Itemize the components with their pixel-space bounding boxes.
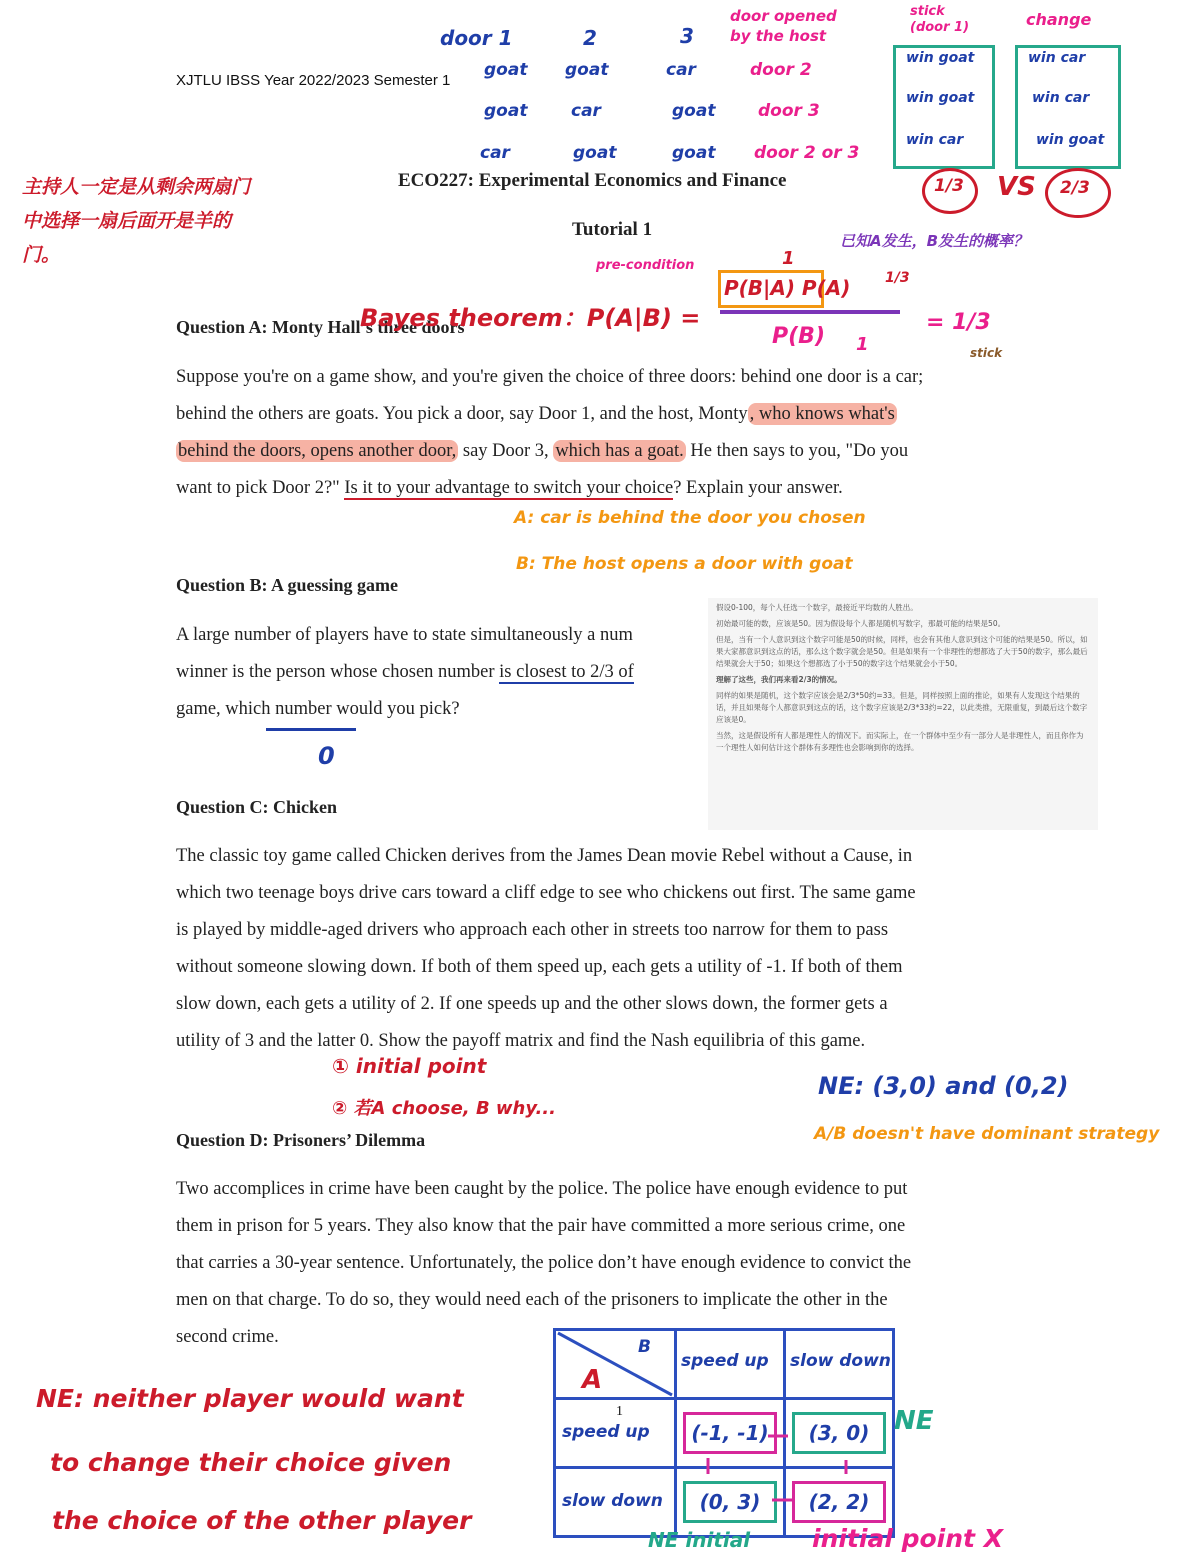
- monty-cell: goat: [565, 60, 609, 80]
- question-a-text: [176, 359, 1076, 507]
- stick-outcome: win car: [906, 132, 964, 148]
- screenshot-paragraph: 理解了这些，我们再来看2/3的情况。: [716, 675, 842, 684]
- change-outcome: win car: [1032, 90, 1090, 106]
- stick-note: stick: [970, 346, 1003, 360]
- pasted-screenshot: [708, 598, 1098, 830]
- question-d-line: second crime.: [176, 1327, 279, 1347]
- event-b-note: B: The host opens a door with goat: [516, 554, 853, 574]
- highlight: , who knows what's: [749, 404, 895, 424]
- question-c-line: which two teenage boys drive cars toward a cliff edge to see who chickens out first. The same game: [176, 883, 916, 903]
- door3-label: 3: [680, 24, 694, 48]
- bayes-one-top: 1: [782, 248, 795, 269]
- initial-point-label: initial point X: [812, 1524, 1003, 1553]
- door-opened-label: door opened by the host: [730, 7, 837, 45]
- question-c-text: [176, 838, 1076, 1060]
- question-a-line: [176, 396, 1076, 433]
- highlight: behind the doors, opens another door,: [178, 441, 457, 461]
- monty-cell: goat: [672, 101, 716, 121]
- question-b-heading: Question B: A guessing game: [176, 575, 399, 595]
- bayes-result: = 1/3: [926, 310, 991, 335]
- question-a-line: [176, 433, 1076, 470]
- ne-definition: NE: neither player would want: [36, 1384, 464, 1413]
- monty-cell: goat: [484, 60, 528, 80]
- door1-label: door 1: [440, 26, 513, 50]
- highlight: which has a goat.: [555, 441, 684, 461]
- chicken-note-2: ② 若A choose, B why...: [332, 1098, 556, 1119]
- stick-head: stick (door 1): [910, 4, 970, 35]
- text-run: ? Explain your answer.: [673, 478, 843, 498]
- question-d-line: Two accomplices in crime have been caught by the police. The police have enough evidence to put: [176, 1179, 908, 1199]
- row-header-label: speed up: [562, 1422, 650, 1442]
- question-d-line: that carries a 30-year sentence. Unfortunately, the police don’t have enough evidence to convict the: [176, 1253, 912, 1273]
- tutorial-title: Tutorial 1: [572, 219, 653, 240]
- row-header-label: slow down: [562, 1491, 663, 1511]
- column-header-label: slow down: [790, 1351, 891, 1371]
- question-a-line: [176, 470, 1076, 507]
- change-outcome: win goat: [1036, 132, 1105, 148]
- stick-prob: 1/3: [934, 176, 964, 196]
- text-run: winner is the person whose chosen number: [176, 662, 500, 682]
- question-c-line: The classic toy game called Chicken derives from the James Dean movie Rebel without a Cause, in: [176, 846, 913, 866]
- text-run: want to pick Door 2?": [176, 478, 345, 498]
- screenshot-paragraph: 同样的如果是随机，这个数字应该会是2/3*50约=33。但是，同样按照上面的推论，如果有人发现这个结果的话，并且如果每个人都意识到这点的话，这个数字应该是2/3*33约=22，以此类推，无限重复，到最后这个数字应该是0。: [716, 691, 1088, 724]
- question-a-line: Suppose you're on a game show, and you're given the choice of three doors: behind one door is a car;: [176, 367, 924, 387]
- monty-cell: door 2 or 3: [754, 143, 860, 163]
- monty-cell: car: [571, 101, 601, 121]
- monty-cell: car: [480, 143, 510, 163]
- best-response-arrows: [660, 1380, 850, 1520]
- chinese-note-right: 已知A发生，B发生的概率？: [840, 232, 1029, 250]
- red-underline: Is it to your advantage to switch your choice: [344, 478, 674, 498]
- question-d-line: them in prison for 5 years. They also know that the pair have committed a more serious crime, one: [176, 1216, 906, 1236]
- question-c-line: utility of 3 and the latter 0. Show the payoff matrix and find the Nash equilibria of this game.: [176, 1031, 866, 1051]
- ne-definition: to change their choice given: [50, 1448, 452, 1477]
- blue-underline: is closest to 2/3 of: [499, 662, 634, 682]
- door2-label: 2: [583, 26, 597, 50]
- screenshot-paragraph: 但是，当有一个人意识到这个数字可能是50的时候，同样，也会有其他人意识到这个可能的结果是50。所以，如果大家都意识到这点的话，那么这个数字就会是50。但是如果有一个非理性的想都选了大于50的数字，那么最后结果就会大于50；如果这个想都选了小于50的数字这个结果就会小于50。: [716, 635, 1088, 668]
- question-c-line: slow down, each gets a utility of 2. If one speeds up and the other slows down, the former gets a: [176, 994, 888, 1014]
- change-head: change: [1026, 10, 1092, 29]
- monty-cell: goat: [484, 101, 528, 121]
- matrix-corner: [555, 1330, 676, 1399]
- player-b-label: B: [638, 1337, 651, 1357]
- question-b-line: A large number of players have to state simultaneously a num: [176, 625, 633, 645]
- text-run: behind the others are goats. You pick a door, say Door 1, and the host, Monty: [176, 404, 748, 424]
- screenshot-paragraph: 当然，这是假设所有人都是理性人的情况下。而实际上，在一个群体中至少有一部分人是非理性人，而且你作为一个理性人如何估计这个群体有多理性也会影响到你的选择。: [716, 731, 1084, 752]
- screenshot-paragraph: 假设0-100，每个人任选一个数字，最接近平均数的人胜出。: [716, 603, 918, 612]
- fraction-bar: [720, 310, 900, 314]
- payoff-value: (3, 0): [792, 1412, 886, 1454]
- text-run: say Door 3,: [458, 441, 554, 461]
- no-dominant-note: A/B doesn't have dominant strategy: [814, 1124, 1160, 1144]
- bayes-theorem: Bayes theorem：P(A|B) =: [360, 304, 701, 332]
- question-c-line: is played by middle-aged drivers who approach each other in streets too narrow for them to pass: [176, 920, 889, 940]
- bayes-one-bottom: 1: [856, 334, 869, 355]
- row-header: [555, 1399, 676, 1468]
- vs-label: VS: [997, 172, 1036, 202]
- question-a-heading: Question A: Monty Hall’s three doors: [176, 317, 465, 337]
- bayes-numerator: P(B|A) P(A): [724, 276, 851, 300]
- monty-cell: door 2: [750, 60, 812, 80]
- monty-cell: car: [666, 60, 696, 80]
- row-header: [555, 1468, 676, 1537]
- pre-condition-note: pre-condition: [596, 258, 695, 273]
- ne-definition: the choice of the other player: [52, 1506, 472, 1535]
- blue-underline-mark: [266, 728, 356, 731]
- payoff-value: (-1, -1): [683, 1412, 777, 1454]
- column-header-label: speed up: [681, 1351, 769, 1371]
- player-a-label: A: [582, 1365, 603, 1395]
- course-header: XJTLU IBSS Year 2022/2023 Semester 1: [176, 72, 451, 89]
- ne-label: NE: [894, 1406, 934, 1436]
- question-d-heading: Question D: Prisoners’ Dilemma: [176, 1130, 426, 1150]
- question-c-heading: Question C: Chicken: [176, 797, 338, 817]
- page-title: ECO227: Experimental Economics and Finance: [398, 170, 787, 191]
- question-b-line: [176, 654, 716, 691]
- chicken-note-1: ① initial point: [332, 1054, 487, 1078]
- corner-diagonal: [556, 1331, 674, 1397]
- monty-cell: door 3: [758, 101, 820, 121]
- chinese-note-left: 主持人一定是从剩余两扇门中选择一扇后面开是羊的门。: [22, 176, 251, 266]
- stick-outcome: win goat: [906, 90, 975, 106]
- question-d-line: men on that charge. To do so, they would need each of the prisoners to implicate the other in the: [176, 1290, 888, 1310]
- payoff-value: (2, 2): [792, 1481, 886, 1523]
- ne-initial-label: NE initial: [648, 1528, 751, 1552]
- question-c-line: without someone slowing down. If both of them speed up, each gets a utility of -1. If both of them: [176, 957, 903, 977]
- guessing-answer: 0: [318, 742, 335, 770]
- stray-mark: 1: [616, 1404, 623, 1419]
- monty-cell: goat: [672, 143, 716, 163]
- stick-outcome: win goat: [906, 50, 975, 66]
- text-run: He then says to you, "Do you: [685, 441, 909, 461]
- question-b-line: game, which number would you pick?: [176, 699, 460, 719]
- question-b-text: [176, 617, 716, 728]
- bayes-third: 1/3: [885, 270, 910, 286]
- payoff-value: (0, 3): [683, 1481, 777, 1523]
- bayes-denominator: P(B): [772, 324, 826, 349]
- change-outcome: win car: [1028, 50, 1086, 66]
- change-prob: 2/3: [1060, 178, 1090, 198]
- monty-cell: goat: [573, 143, 617, 163]
- event-a-note: A: car is behind the door you chosen: [514, 508, 866, 528]
- ne-result: NE: (3,0) and (0,2): [818, 1072, 1069, 1100]
- screenshot-paragraph: 初始最可能的数，应该是50。因为假设每个人都是随机写数字，那最可能的结果是50。: [716, 619, 1006, 628]
